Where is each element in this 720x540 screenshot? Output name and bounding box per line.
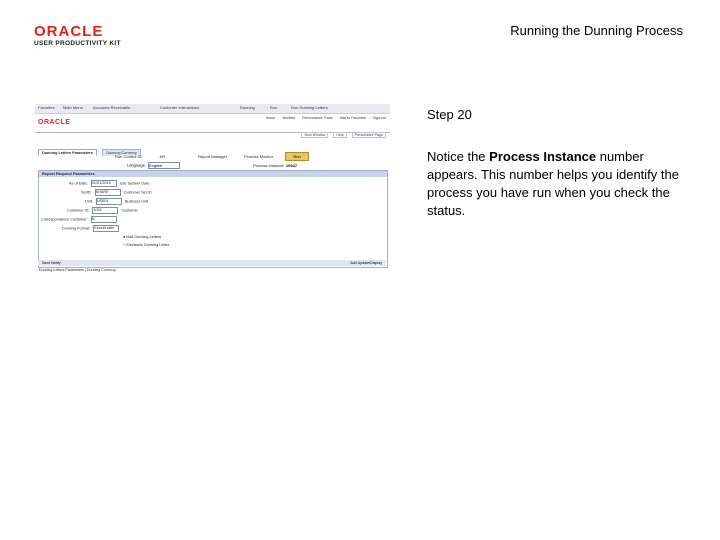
tab-dunning-currency[interactable]: Dunning Currency <box>102 149 141 156</box>
customer-input[interactable] <box>92 207 118 214</box>
menu-item[interactable]: Accounts Receivable <box>93 105 131 110</box>
radio-mail-label: Mail Dunning Letters <box>126 235 162 239</box>
parameters-section <box>38 170 388 268</box>
tab-dunning-letters[interactable]: Dunning Letters Parameters <box>38 149 97 156</box>
page-tools <box>297 133 386 137</box>
menu-item[interactable]: Run Dunning Letters <box>291 105 328 110</box>
link-signout[interactable]: Sign out <box>372 116 386 120</box>
field-label: Dunning Format: <box>62 226 91 231</box>
field-row <box>67 207 138 214</box>
run-control-label: Run Control ID: <box>115 154 143 159</box>
field-note: Business Unit <box>124 199 149 204</box>
menu-item[interactable]: Main Menu <box>63 105 83 110</box>
date-input[interactable] <box>91 180 117 187</box>
radio-mail[interactable]: ● Mail Dunning Letters <box>123 235 162 239</box>
link-home[interactable]: Home <box>265 116 276 120</box>
process-instance-label: Process Instance: <box>253 163 285 168</box>
radio-electronic[interactable]: ○ Electronic Dunning Letter <box>123 243 169 247</box>
menu-item[interactable]: Run <box>270 105 278 110</box>
oracle-upk-logo <box>34 24 134 47</box>
save-notify-buttons[interactable]: Save Notify <box>42 261 61 265</box>
link-favorites[interactable]: Add to Favorites <box>339 116 366 120</box>
run-control-value: AR <box>159 154 166 159</box>
run-button[interactable]: Run <box>285 152 309 161</box>
new-window-link[interactable]: New Window <box>301 132 328 138</box>
unit-input[interactable] <box>96 198 122 205</box>
report-manager-link[interactable]: Report Manager <box>198 154 228 159</box>
field-value: SHARE <box>95 190 109 194</box>
link-worklist[interactable]: Worklist <box>282 116 296 120</box>
field-row <box>41 216 120 223</box>
oracle-brand: ORACLE <box>38 119 71 126</box>
action-footer <box>38 260 386 266</box>
field-value: N <box>91 217 95 221</box>
field-label: SetID: <box>81 190 92 195</box>
peoplesoft-screenshot <box>35 104 390 277</box>
field-note: Use System Date <box>119 181 150 186</box>
bottom-tab-links[interactable]: Dunning Letters Parameters | Dunning Currency <box>39 268 116 272</box>
radio-electronic-label: Electronic Dunning Letter <box>126 243 169 247</box>
menu-item[interactable]: Customer Interactions <box>160 105 200 110</box>
logo-sub-text: USER PRODUCTIVITY KIT <box>34 40 121 47</box>
menu-item[interactable]: Dunning <box>240 105 255 110</box>
add-update-buttons[interactable]: Add Update/Display <box>350 261 382 265</box>
correspondence-input[interactable] <box>91 216 117 223</box>
process-monitor-link[interactable]: Process Monitor <box>244 154 274 159</box>
logo-main-text: ORACLE <box>34 23 104 40</box>
desc-emphasis: Process Instance <box>489 149 597 164</box>
run-control-line <box>115 154 289 159</box>
help-link[interactable]: Help <box>333 132 346 138</box>
top-links <box>260 116 386 120</box>
field-note: Customer Set ID <box>123 190 152 195</box>
field-value: 01/01/2010 <box>91 181 111 185</box>
process-instance <box>253 163 297 168</box>
field-row <box>62 225 122 232</box>
process-instance-value: 10947 <box>285 163 298 168</box>
desc-after: number appears. This number helps you identify the process you have run when you check the status. <box>427 149 679 218</box>
document-title: Running the Dunning Process <box>510 23 683 38</box>
menu-bar <box>35 104 390 114</box>
setid-input[interactable] <box>95 189 121 196</box>
section-header: Report Request Parameters <box>39 171 387 177</box>
field-value: US001 <box>96 199 109 203</box>
format-select[interactable] <box>93 225 119 232</box>
field-row <box>81 189 152 196</box>
step-number: Step 20 <box>427 107 472 122</box>
field-value: Excel/Letter <box>94 226 115 230</box>
field-label: Unit: <box>85 199 93 204</box>
field-label: As of Date: <box>69 181 88 186</box>
field-value: 1001 <box>93 208 102 212</box>
personalize-link[interactable]: Personalize Page <box>352 132 386 138</box>
link-performance[interactable]: Performance Trace <box>302 116 333 120</box>
field-label: Correspondence Customer: <box>41 217 88 222</box>
field-row <box>69 180 149 187</box>
menu-item[interactable]: Favorites <box>38 105 55 110</box>
language-label: Language: <box>127 162 146 168</box>
language-value: English <box>148 163 163 168</box>
language-row <box>127 162 180 169</box>
desc-before: Notice the <box>427 149 490 164</box>
brand-bar <box>35 114 390 133</box>
field-label: Customer ID: <box>67 208 90 213</box>
step-description <box>427 148 689 220</box>
field-note: Customer <box>121 208 138 213</box>
language-select[interactable] <box>148 162 180 169</box>
field-row <box>85 198 148 205</box>
